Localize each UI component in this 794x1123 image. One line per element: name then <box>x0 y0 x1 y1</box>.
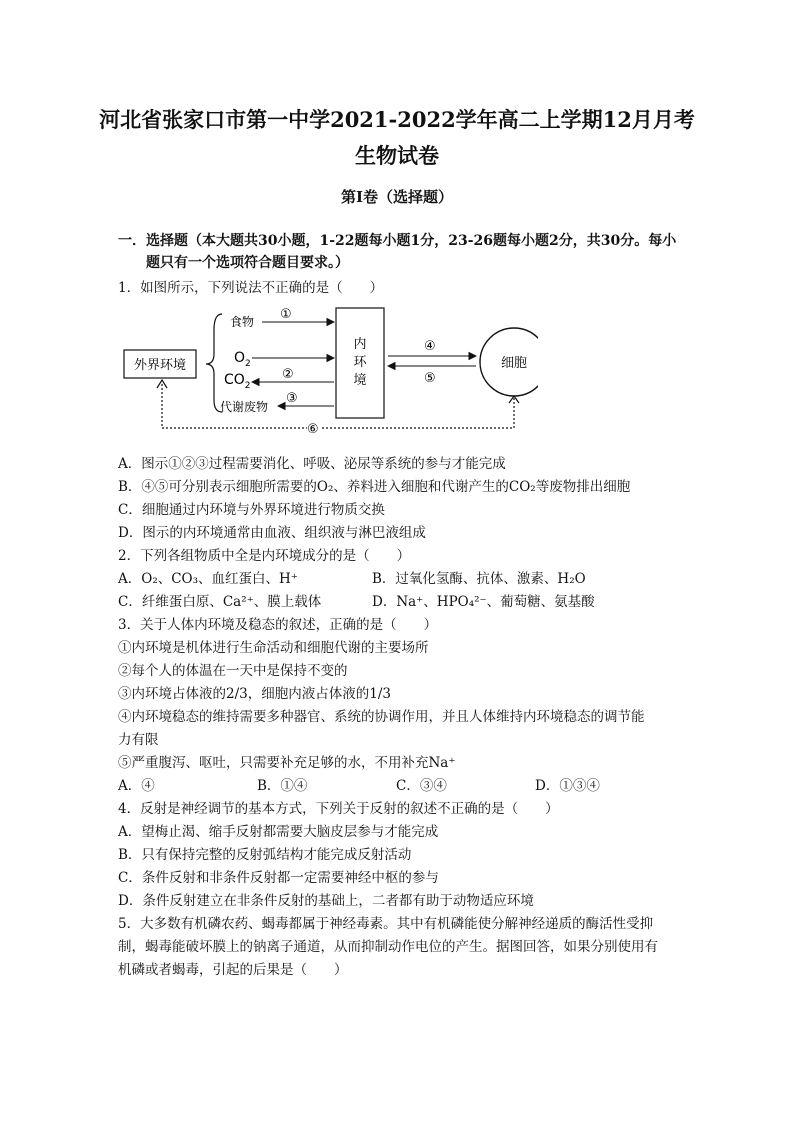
marker-1: ① <box>280 307 292 322</box>
outer-environment-label: 外界环境 <box>133 358 187 373</box>
q1-option-c: C．细胞通过内环境与外界环境进行物质交换 <box>118 502 385 518</box>
q1-stem: 1．如图所示，下列说法不正确的是（ ） <box>118 280 384 296</box>
marker-3: ③ <box>286 391 298 406</box>
q3-statement-3: ③内环境占体液的2/3，细胞内液占体液的1/3 <box>118 686 391 702</box>
exam-title: 河北省张家口市第一中学2021-2022学年高二上学期12月月考 <box>99 107 695 132</box>
q5-stem-line3: 机磷或者蝎毒，引起的后果是（ ） <box>118 962 348 978</box>
q3-statement-1: ①内环境是机体进行生命活动和细胞代谢的主要场所 <box>118 640 429 656</box>
q2-option-d: D．Na⁺、HPO₄²⁻、葡萄糖、氨基酸 <box>372 594 595 610</box>
cell-label: 细胞 <box>500 356 528 371</box>
q2-option-a: A．O₂、CO₃、血红蛋白、H⁺ <box>118 571 298 587</box>
q3-option-c: C．③④ <box>396 778 447 794</box>
q3-statement-4-line2: 力有限 <box>118 732 159 748</box>
q4-option-b: B．只有保持完整的反射弧结构才能完成反射活动 <box>118 847 412 863</box>
q4-option-c: C．条件反射和非条件反射都一定需要神经中枢的参与 <box>118 870 439 886</box>
q3-option-a: A．④ <box>118 778 155 794</box>
q2-option-c: C．纤维蛋白原、Ca²⁺、膜上载体 <box>118 594 322 610</box>
internal-env-char-2: 环 <box>353 355 367 370</box>
q1-option-d: D．图示的内环境通常由血液、组织液与淋巴液组成 <box>118 525 426 541</box>
q1-option-a: A．图示①②③过程需要消化、呼吸、泌尿等系统的参与才能完成 <box>118 456 506 472</box>
q2-option-b: B．过氧化氢酶、抗体、激素、H₂O <box>372 571 586 587</box>
q5-stem-line1: 5．大多数有机磷农药、蝎毒都属于神经毒素。其中有机磷能使分解神经递质的酶活性受抑 <box>118 916 654 932</box>
internal-env-char-3: 境 <box>353 373 367 388</box>
exam-subject: 生物试卷 <box>355 143 439 168</box>
part-heading-line2: 题只有一个选项符合题目要求。） <box>146 255 349 271</box>
section-heading: 第I卷（选择题） <box>340 188 454 206</box>
q3-statement-2: ②每个人的体温在一天中是保持不变的 <box>118 663 348 679</box>
waste-label: 代谢废物 <box>220 400 269 414</box>
marker-4: ④ <box>424 339 436 354</box>
o2-label: $O_2$ <box>234 350 251 369</box>
q4-option-d: D．条件反射建立在非条件反射的基础上，二者都有助于动物适应环境 <box>118 893 534 909</box>
brace <box>206 314 222 412</box>
q2-stem: 2．下列各组物质中全是内环境成分的是（ ） <box>118 548 411 564</box>
q4-stem: 4．反射是神经调节的基本方式，下列关于反射的叙述不正确的是（ ） <box>118 801 559 817</box>
q5-stem-line2: 制，蝎毒能破坏膜上的钠离子通道，从而抑制动作电位的产生。据图回答，如果分别使用有 <box>118 939 658 955</box>
marker-2: ② <box>282 367 294 382</box>
q3-statement-4-line1: ④内环境稳态的维持需要多种器官、系统的协调作用，并且人体维持内环境稳态的调节能 <box>118 709 645 725</box>
internal-env-char-1: 内 <box>353 337 367 352</box>
food-label: 食物 <box>230 315 255 329</box>
q4-option-a: A．望梅止渴、缩手反射都需要大脑皮层参与才能完成 <box>118 824 439 840</box>
marker-6: ⑥ <box>307 422 319 437</box>
q3-option-d: D．①③④ <box>535 778 600 794</box>
marker-5: ⑤ <box>424 371 436 386</box>
part-heading-line1: 一．选择题（本大题共30小题，1-22题每小题1分，23-26题每小题2分，共30分。每小 <box>118 233 677 249</box>
q1-option-b: B．④⑤可分别表示细胞所需要的O₂、养料进入细胞和代谢产生的CO₂等废物排出细胞 <box>118 479 631 495</box>
q3-stem: 3．关于人体内环境及稳态的叙述，正确的是（ ） <box>118 617 438 633</box>
q1-diagram <box>118 300 538 440</box>
q3-option-b: B．①④ <box>257 778 308 794</box>
q3-statement-5: ⑤严重腹泻、呕吐，只需要补充足够的水，不用补充Na⁺ <box>118 755 456 771</box>
co2-label: $CO_2$ <box>224 372 251 391</box>
